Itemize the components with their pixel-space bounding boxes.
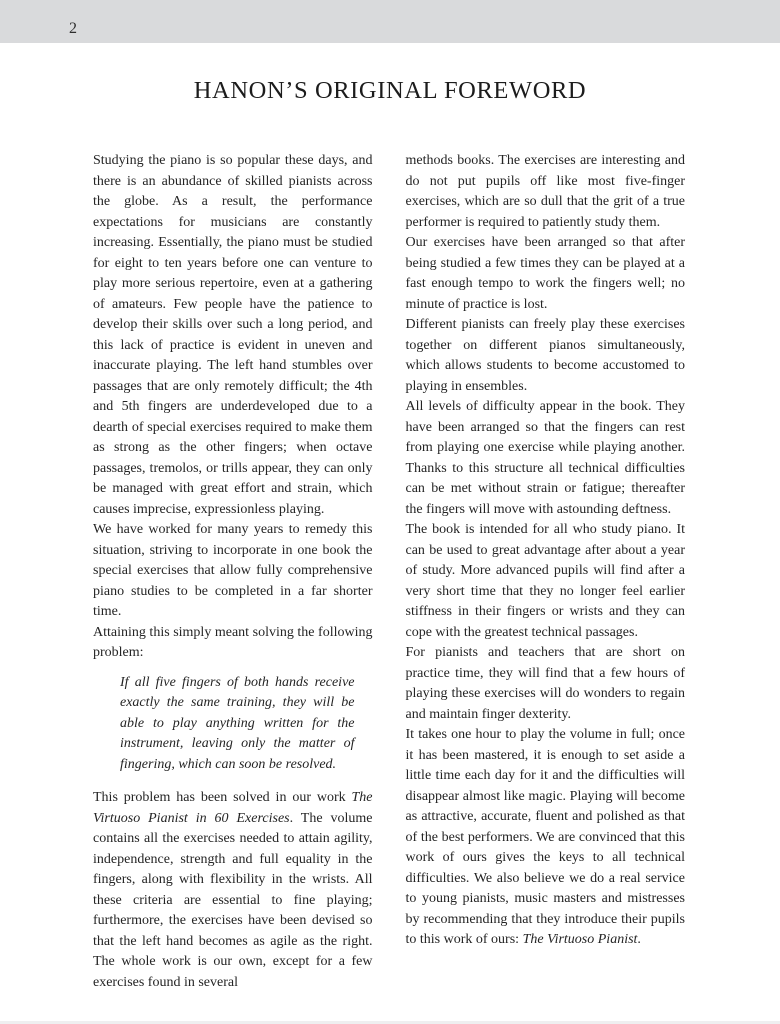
left-column: [93, 151, 373, 993]
body-text: For pianists and teachers that are short on practice time, they will find that a few hours of playing these exercises will do wonders to regain and maintain finger dexterity.: [405, 645, 685, 722]
body-text: The book is intended for all who study piano. It can be used to great advantage after about a year of study. More advanced pupils will find after a very short time that they no longer feel earlier stiffness in their fingers or wrists and they can cope with the greatest technical passages.: [405, 522, 685, 640]
body-text: All levels of difficulty appear in the book. They have been arranged so that the fingers can rest from playing one exercise while playing another. Thanks to this structure all technical difficulties can be met without strain or fatigue; thereafter the fingers will move with astounding deftness.: [405, 399, 685, 517]
page-title: HANON’S ORIGINAL FOREWORD: [193, 77, 587, 105]
paragraph: [406, 315, 686, 397]
right-column: [406, 151, 686, 993]
paragraph: [93, 788, 373, 993]
paragraph: [93, 623, 373, 664]
paragraph: [406, 233, 686, 315]
paragraph: [406, 725, 686, 951]
quote-block: [93, 673, 373, 776]
body-text: Different pianists can freely play these exercises together on different pianos simultaneously, which allows students to become accustomed to playing in ensembles.: [405, 317, 685, 394]
italic-text: The Virtuoso Pianist: [522, 932, 638, 947]
body-text: methods books. The exercises are interesting and do not put pupils off like most five-finger exercises, which are so dull that the grit of a true performer is required to patiently study them.: [405, 153, 685, 230]
body-text: . The volume contains all the exercises needed to attain agility, independence, strength and full equality in the fingers, along with flexibility in the wrists. All these criteria are essential to fine playing; furthermore, the exercises have been devised so that the left hand becomes as agile as the right. The whole work is our own, except for a few exercises found in several: [93, 810, 373, 990]
header-band: [0, 0, 780, 43]
paragraph: [406, 520, 686, 643]
body-text: We have worked for many years to remedy this situation, striving to incorporate in one book the special exercises that allow fully comprehensive piano studies to be completed in a far shorter time.: [93, 522, 373, 619]
paragraph: [93, 151, 373, 520]
body-text: Studying the piano is so popular these days, and there is an abundance of skilled pianists across the globe. As a result, the performance expectations for musicians are constantly increasing. Essentially, the piano must be studied for eight to ten years before one can venture to play more serious repertoire, even at a gathering of amateurs. Few people have the patience to develop their skills over such a long period, and this lack of practice is evident in uneven and inaccurate playing. The left hand stumbles over passages that are only remotely difficult; the 4th and 5th fingers are underdeveloped due to a dearth of special exercises required to make them as strong as the other fingers; when octave passages, tremolos, or trills appear, they can only be managed with great effort and strain, which causes imprecise, expressionless playing.: [93, 153, 373, 517]
body-text: It takes one hour to play the volume in full; once it has been mastered, it is enough to set aside a little time each day for it and the difficulties will disappear almost like magic. Playing will become as attractive, accurate, fluent and polished as that of the best performers. We are convinced that this work of ours gives the keys to all technical difficulties. We also believe we do a real service to young pianists, music masters and mistresses by recommending that they introduce their pupils to this work of ours:: [405, 727, 685, 947]
italic-text: If all five fingers of both hands receive exactly the same training, they will be able to play anything written for the instrument, leaving only the matter of fingering, which can soon be resolved.: [120, 674, 355, 772]
body-text: Attaining this simply meant solving the following problem:: [93, 624, 373, 660]
paragraph: [406, 397, 686, 520]
paragraph: [406, 643, 686, 725]
paragraph: [406, 151, 686, 233]
body-text: .: [637, 932, 641, 947]
body-text: Our exercises have been arranged so that after being studied a few times they can be played at a fast enough tempo to work the fingers well; no minute of practice is lost.: [405, 235, 685, 312]
paragraph: [93, 520, 373, 623]
body-text: This problem has been solved in our work: [93, 790, 352, 805]
page-number: 2: [69, 20, 77, 37]
foreword-text: [93, 151, 685, 993]
italic-text: The Virtuoso Pianist in 60 Exercises: [93, 790, 373, 826]
